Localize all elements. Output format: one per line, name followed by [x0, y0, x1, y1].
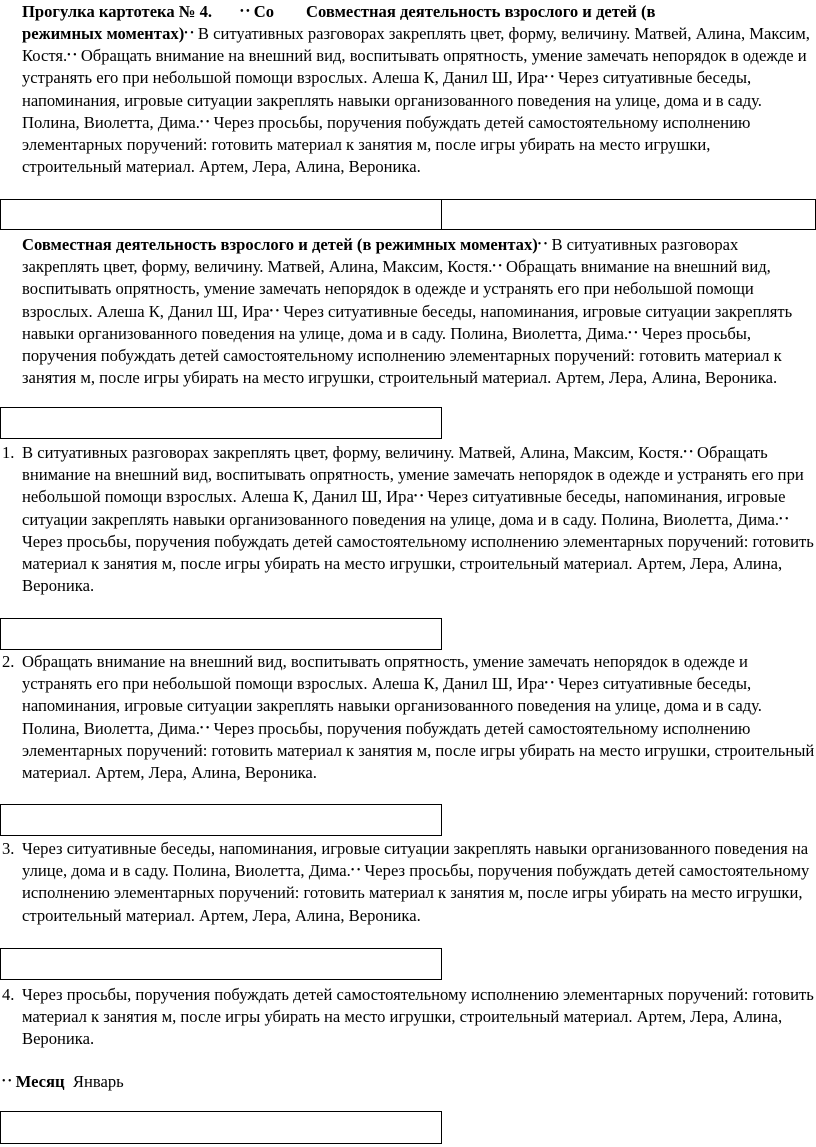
bullet-icon: • • [67, 50, 77, 62]
list-number: 2. [2, 652, 15, 671]
task-behavior: Через ситуативные беседы, напоминания, игровые ситуации закреплять навыки организованного поведения на улице, дома и в саду. Полина, Виолетта, Дима. [22, 839, 809, 881]
bullet-icon: • • [413, 491, 424, 503]
task-appearance: Обращать внимание на внешний вид, воспитывать опрятность, умение замечать непорядок в одежде и устранять его при небольшой помощи взрослых. Алеша К, Данил Ш, Ира [22, 257, 771, 321]
bullet-icon: • • [779, 513, 789, 525]
task-chores: Через просьбы, поручения побуждать детей самостоятельному исполнению элементарных поручений: готовить материал к занятия м, после игры убирать на место игрушки, строительный материал. Артем, Лера, Алина, Вероника. [22, 112, 751, 177]
bullet-icon: • • [628, 327, 638, 339]
empty-cell [441, 199, 816, 230]
task-chores: Через просьбы, поручения побуждать детей самостоятельному исполнению элементарных поручений: готовить материал к занятия м, после игры убирать на место игрушки, строительный материал. Артем, Лера, Алина, Вероника. [22, 861, 810, 925]
co-label: Со [253, 2, 275, 21]
task-behavior: Через ситуативные беседы, напоминания, игровые ситуации закреплять навыки организованного поведения на улице, дома и в саду. Полина, Виолетта, Дима. [22, 68, 762, 132]
header-title-line2: режимных моментах) [22, 24, 185, 43]
task-behavior: Через ситуативные беседы, напоминания, игровые ситуации закреплять навыки организованного поведения на улице, дома и в саду. Полина, Виолетта, Дима. [22, 674, 762, 738]
month-value: Январь [72, 1072, 124, 1091]
empty-cell [0, 948, 442, 980]
section2-paragraph [22, 234, 816, 389]
month-label: Месяц [15, 1072, 65, 1091]
list-number: 4. [2, 985, 15, 1004]
task-appearance: Обращать внимание на внешний вид, воспитывать опрятность, умение замечать непорядок в одежде и устранять его при небольшой помощи взрослых. Алеша К, Данил Ш, Ира [22, 46, 807, 88]
header-paragraph [22, 1, 814, 178]
task-behavior: Через ситуативные беседы, напоминания, игровые ситуации закреплять навыки организованного поведения на улице, дома и в саду. Полина, Виолетта, Дима. [22, 487, 786, 529]
empty-cell [0, 804, 442, 836]
task-color: В ситуативных разговорах закреплять цвет, форму, величину. Матвей, Алина, Максим, Костя. [22, 235, 739, 277]
list-number: 3. [2, 839, 15, 858]
empty-cell [0, 1111, 442, 1144]
bullet-icon: • • [544, 72, 554, 84]
bullet-icon: • • [199, 722, 210, 734]
task-chores: Через просьбы, поручения побуждать детей самостоятельному исполнению элементарных поручений: готовить материал к занятия м, после игры убирать на место игрушки, строительный материал. Артем, Лера, Алина, Вероника. [22, 985, 814, 1049]
task-color: В ситуативных разговорах закреплять цвет, форму, величину. Матвей, Алина, Максим, Костя. [22, 24, 810, 66]
bullet-icon: • • [350, 865, 361, 877]
task-chores: Через просьбы, поручения побуждать детей самостоятельному исполнению элементарных поручений: готовить материал к занятия м, после игры убирать на место игрушки, строительный материал. Артем, Лера, Алина, Вероника. [22, 718, 815, 783]
bullet-icon: • • [184, 28, 194, 39]
empty-cell [0, 199, 442, 230]
header-title-line1: Совместная деятельность взрослого и детей (в [306, 2, 656, 21]
task-appearance: Обращать внимание на внешний вид, воспитывать опрятность, умение замечать непорядок в одежде и устранять его при небольшой помощи взрослых. Алеша К, Данил Ш, Ира [22, 652, 748, 694]
bullet-icon: • • [269, 305, 280, 317]
task-appearance: Обращать внимание на внешний вид, воспитывать опрятность, умение замечать непорядок в одежде и устранять его при небольшой помощи взрослых. Алеша К, Данил Ш, Ира [22, 443, 804, 507]
task-behavior: Через ситуативные беседы, напоминания, игровые ситуации закреплять навыки организованного поведения на улице, дома и в саду. Полина, Виолетта, Дима. [22, 301, 793, 343]
empty-cell [0, 618, 442, 650]
bullet-icon: • • [537, 239, 548, 250]
task-chores: Через просьбы, поручения побуждать детей самостоятельному исполнению элементарных поручений: готовить материал к занятия м, после игры убирать на место игрушки, строительный материал. Артем, Лера, Алина, Вероника. [22, 531, 814, 596]
bullet-icon: • • [683, 447, 693, 458]
section2-title: Совместная деятельность взрослого и детей (в режимных моментах) [22, 235, 538, 254]
bullet-icon: • • [240, 6, 250, 17]
empty-cell [0, 407, 442, 439]
task-chores: Через просьбы, поручения побуждать детей самостоятельному исполнению элементарных поручений: готовить материал к занятия м, после игры убирать на место игрушки, строительный материал. Артем, Лера, Алина, Вероника. [22, 323, 782, 388]
walk-label: Прогулка картотека № 4. [22, 2, 213, 21]
month-line [2, 1071, 802, 1093]
bullet-icon: • • [2, 1076, 12, 1087]
bullet-icon: • • [544, 678, 554, 690]
list-number: 1. [2, 443, 15, 462]
bullet-icon: • • [199, 116, 210, 128]
bullet-icon: • • [492, 261, 502, 273]
task-color: В ситуативных разговорах закреплять цвет, форму, величину. Матвей, Алина, Максим, Костя. [22, 443, 684, 462]
